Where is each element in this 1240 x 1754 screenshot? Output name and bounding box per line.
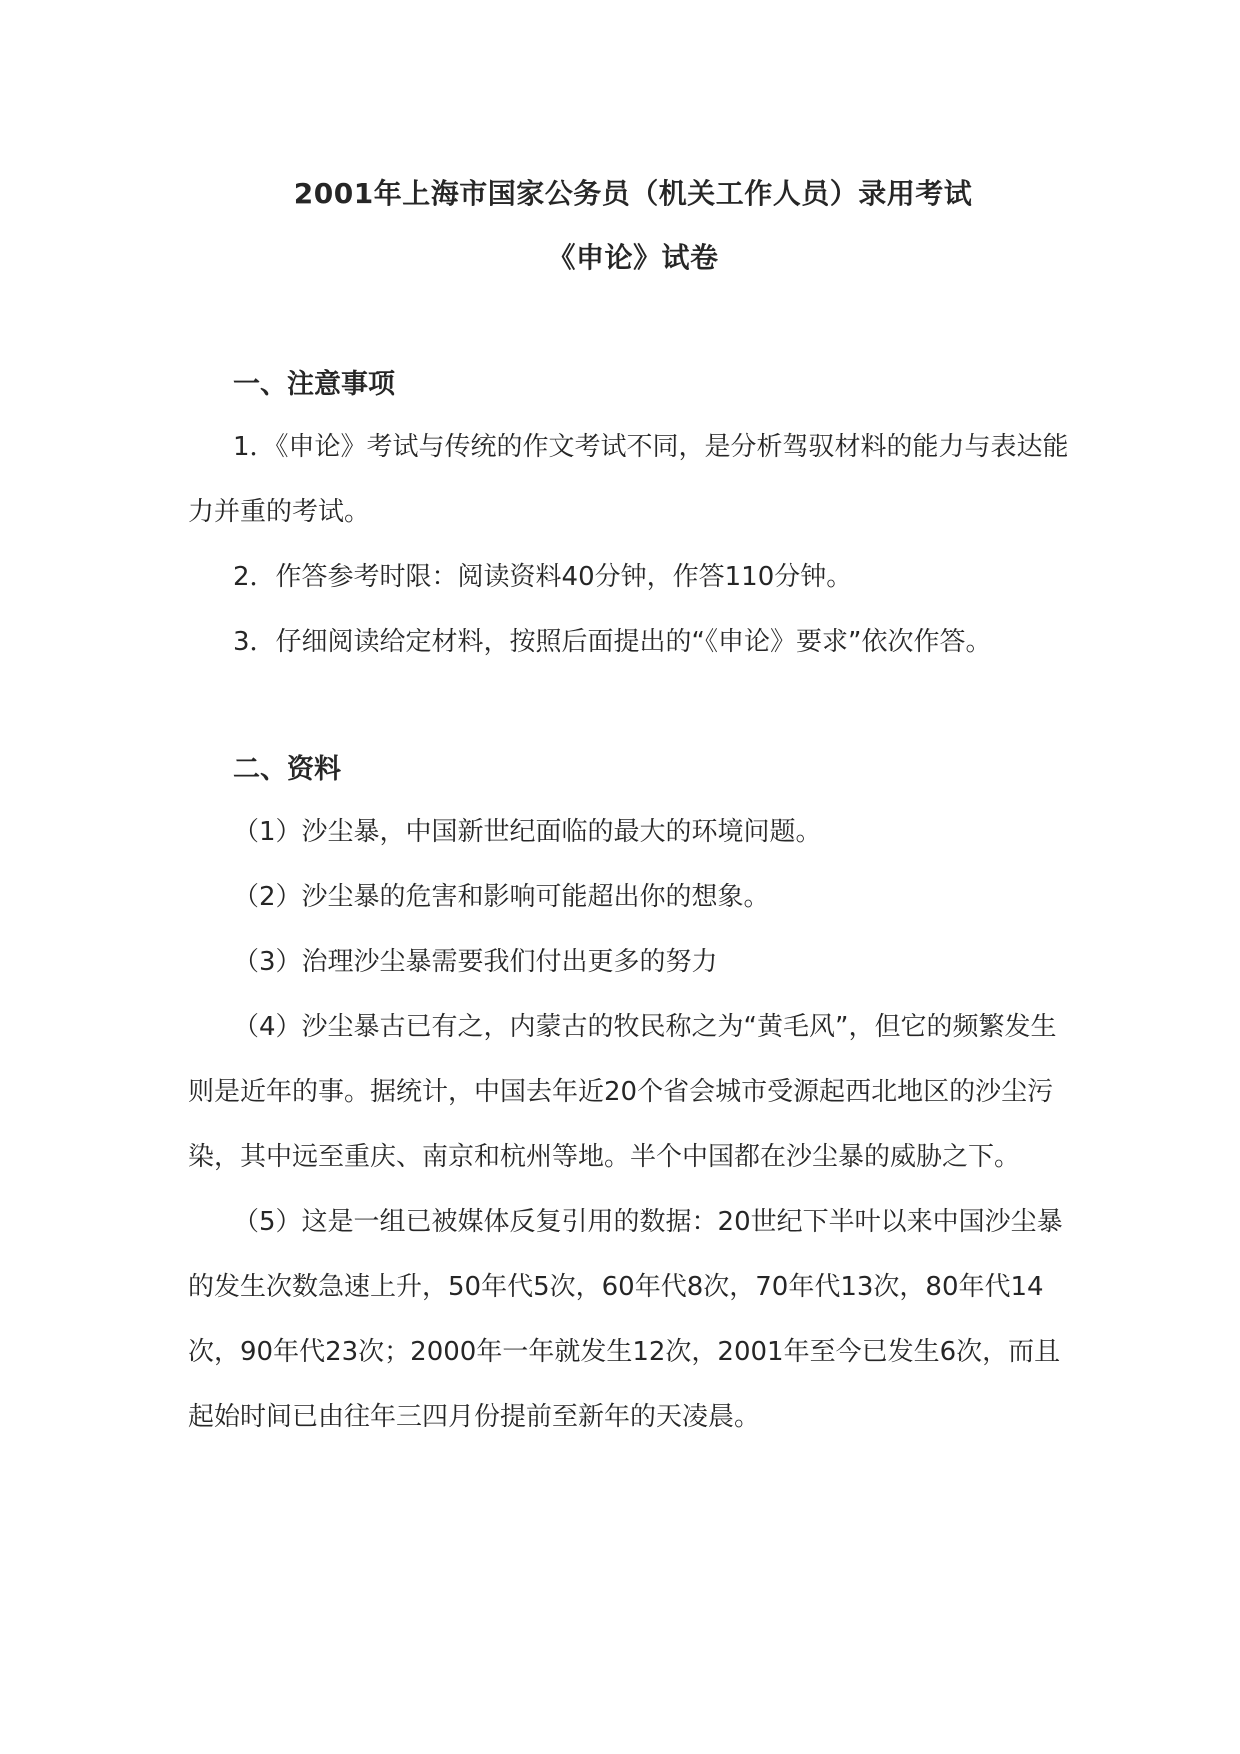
section-heading-notes: 一、注意事项 (233, 369, 395, 400)
material-item-4: （4）沙尘暴古已有之，内蒙古的牧民称之为“黄毛风”，但它的频繁发生则是近年的事。据统计，中国去年近20个省会城市受源起西北地区的沙尘污染，其中远至重庆、南京和杭州等地。半个中国都在沙尘暴的威胁之下。 (188, 1012, 1057, 1172)
material-item-2: （2）沙尘暴的危害和影响可能超出你的想象。 (233, 882, 770, 912)
material-item-1: （1）沙尘暴，中国新世纪面临的最大的环境问题。 (233, 817, 822, 847)
note-item-3: 3．仔细阅读给定材料，按照后面提出的“《申论》要求”依次作答。 (233, 627, 992, 657)
document-page (188, 160, 1078, 1450)
document-subtitle: 《申论》试卷 (547, 241, 719, 274)
material-item-3: （3）治理沙尘暴需要我们付出更多的努力 (233, 947, 718, 977)
document-title: 2001年上海市国家公务员（机关工作人员）录用考试 (293, 177, 973, 210)
material-item-5: （5）这是一组已被媒体反复引用的数据：20世纪下半叶以来中国沙尘暴的发生次数急速上升，50年代5次，60年代8次，70年代13次，80年代14次，90年代23次；2000年一年就发生12次，2001年至今已发生6次，而且起始时间已由往年三四月份提前至新年的天凌晨。 (188, 1207, 1063, 1432)
section-notes (188, 365, 1078, 675)
section-heading-materials: 二、资料 (233, 754, 341, 785)
section-materials (188, 750, 1078, 1450)
note-item-1: 1．《申论》考试与传统的作文考试不同，是分析驾驭材料的能力与表达能力并重的考试。 (188, 432, 1069, 527)
note-item-2: 2．作答参考时限：阅读资料40分钟，作答110分钟。 (233, 562, 853, 592)
